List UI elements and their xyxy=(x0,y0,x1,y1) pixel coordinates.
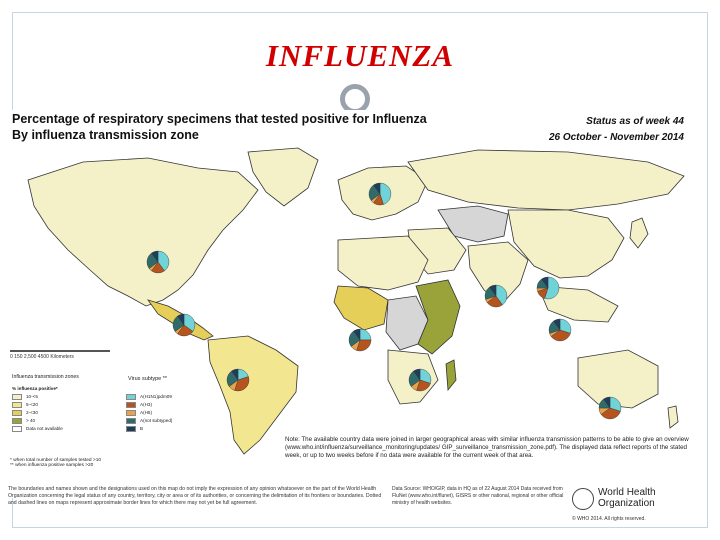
who-org-name xyxy=(598,487,656,509)
legend-swatch-pct-0 xyxy=(12,394,22,400)
influenza-map-panel xyxy=(8,110,692,498)
legend-pct-1: 5-<20 xyxy=(26,402,38,407)
pie-south-asia xyxy=(485,285,507,307)
legend-subtype-1: A(H3) xyxy=(140,402,152,407)
legend-pct-4: Data not available xyxy=(26,426,63,431)
map-note: Note: The available country data were joined in larger geographical areas with similar influenza transmission patterns to be able to give an overview (www.who.int/influenza/surveillance_monitoring/updates/ GIP_surveillance_transmission_zone.pdf). The displayed data reflect reports of the stated week, or up to two weeks before if no data were available for the current week of that area. xyxy=(285,436,689,459)
legend-swatch-pct-1 xyxy=(12,402,22,408)
footnote-2: ** when influenza positive samples >20 xyxy=(10,463,94,468)
status-period: 26 October - November 2014 xyxy=(548,132,684,143)
legend-swatch-pct-2 xyxy=(12,410,22,416)
legend-pct-title: % influenza positive* xyxy=(12,386,58,391)
legend-footnotes xyxy=(10,458,101,468)
legend-subtype-3: A(not subtyped) xyxy=(140,418,173,423)
pie-europe xyxy=(369,183,391,205)
legend-swatch-subtype-1 xyxy=(126,402,136,408)
legend-subtype-title: Virus subtype ** xyxy=(128,376,168,382)
legend-swatch-subtype-0 xyxy=(126,394,136,400)
legend-pct-3: > 40 xyxy=(26,418,36,423)
legend-swatch-subtype-3 xyxy=(126,418,136,424)
map-title: Percentage of respiratory specimens that tested positive for Influenza xyxy=(12,112,427,126)
slide-title: INFLUENZA xyxy=(265,38,455,73)
map-legend xyxy=(8,364,208,456)
legend-swatch-pct-4 xyxy=(12,426,22,432)
scale-label: 0 150 2,500 4500 Kilometers xyxy=(10,354,74,360)
pie-east-africa xyxy=(409,369,431,391)
scale-bar xyxy=(10,350,110,352)
who-name-line-2: Organization xyxy=(598,498,655,509)
legend-subtype-0: A(H1N1)pdm09 xyxy=(140,394,172,399)
map-subtitle: By influenza transmission zone xyxy=(12,128,199,142)
legend-swatch-pct-3 xyxy=(12,418,22,424)
pie-west-africa xyxy=(349,329,371,351)
pie-southeast-asia xyxy=(549,319,571,341)
pie-north-america xyxy=(147,251,169,273)
pie-oceania xyxy=(599,397,621,419)
pie-south-america xyxy=(227,369,249,391)
legend-swatch-subtype-4 xyxy=(126,426,136,432)
who-name-line-1: World Health xyxy=(598,487,656,498)
legend-subtype-2: A(H5) xyxy=(140,410,152,415)
data-source: Data Source: WHO/GIP, data in HQ as of 22 August 2014 Data received from FluNet (www.who.int/flunet), GISRS or other national, regional or other official ministry of health websites. xyxy=(392,486,564,506)
status-week: Status as of week 44 xyxy=(586,116,684,127)
copyright: © WHO 2014. All rights reserved. xyxy=(572,516,646,522)
who-logo-icon xyxy=(572,488,594,510)
pie-east-asia xyxy=(537,277,559,299)
legend-zone-label: Influenza transmission zones xyxy=(12,374,79,380)
legend-subtype-4: B xyxy=(140,426,144,431)
pie-central-america xyxy=(173,314,195,336)
legend-pct-2: 2-<30 xyxy=(26,410,38,415)
map-disclaimer: The boundaries and names shown and the designations used on this map do not imply the expression of any opinion whatsoever on the part of the World Health Organization concerning the legal status of any country, territory, city or area or of its authorities, or concerning the delimitation of its frontiers or boundaries. Dotted and dashed lines on maps represent approximate border lines for which there may not yet be full agreement. xyxy=(8,486,382,506)
legend-swatch-subtype-2 xyxy=(126,410,136,416)
legend-pct-0: 10-<5 xyxy=(26,394,38,399)
footnote-1: * when total number of samples tested >10 xyxy=(10,458,102,463)
